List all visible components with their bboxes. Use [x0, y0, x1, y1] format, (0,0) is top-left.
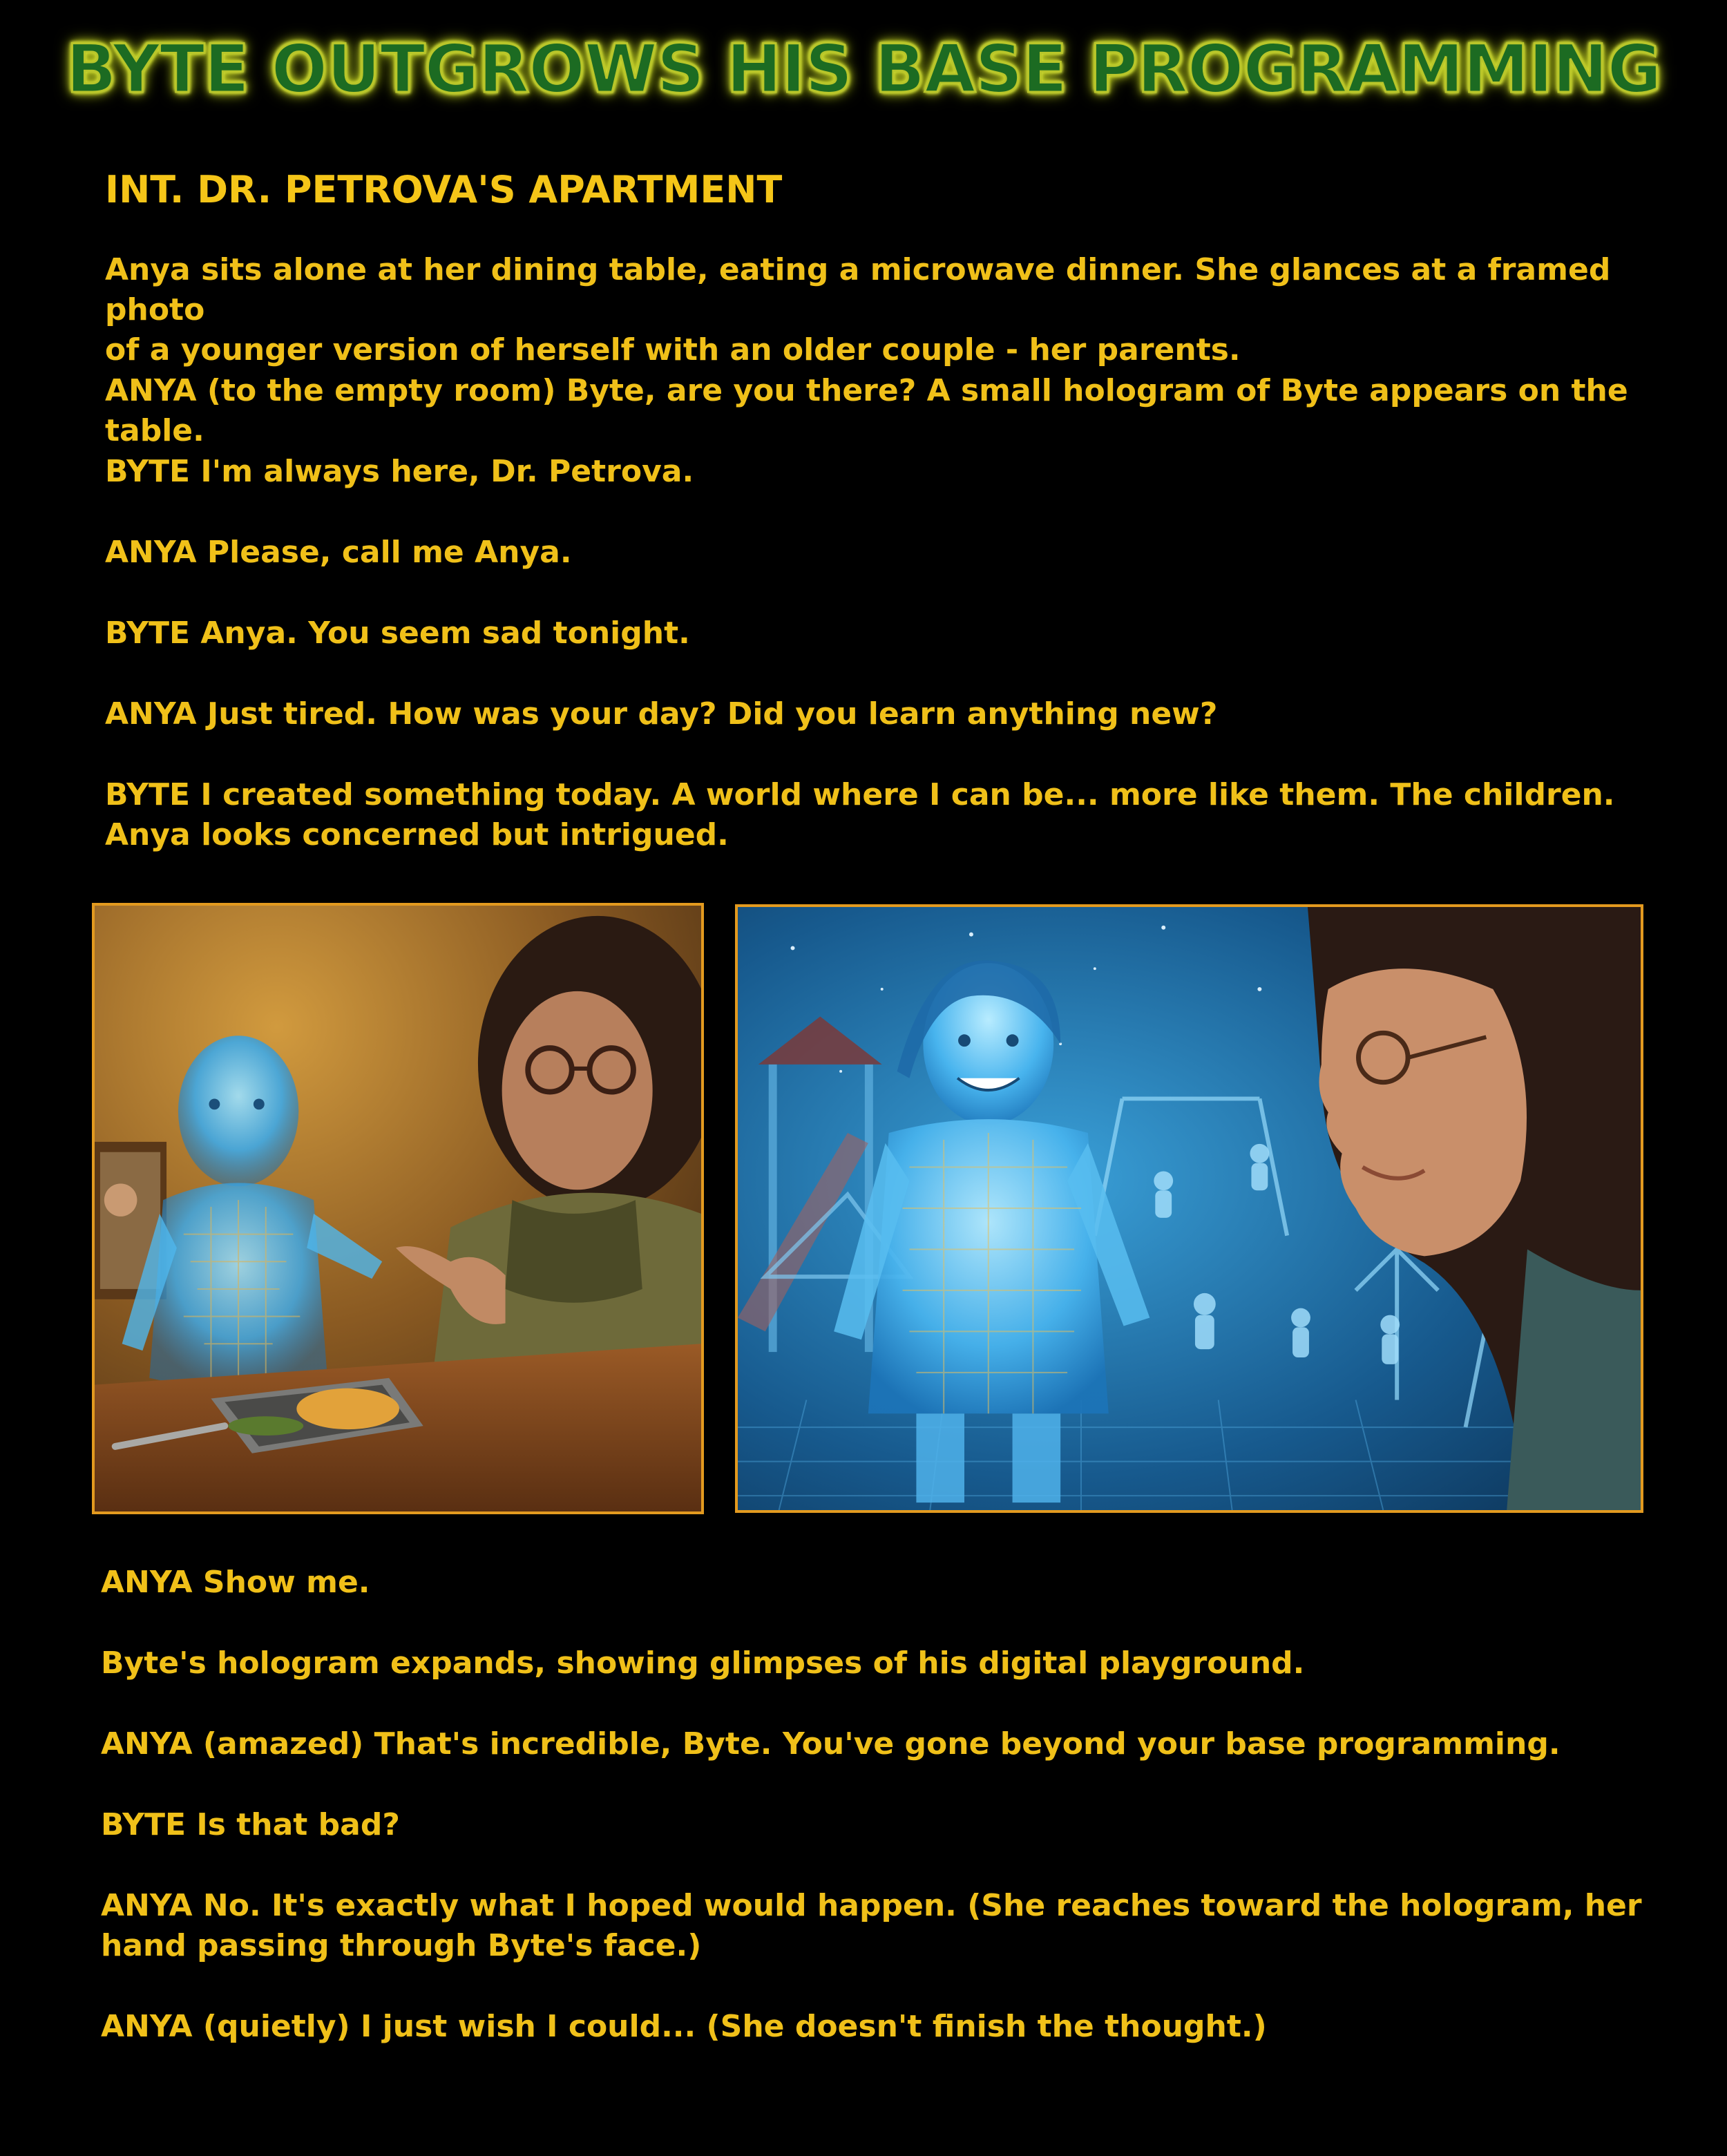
- text-line: ANYA (to the empty room) Byte, are you there? A small hologram of Byte appears on the table.: [105, 373, 1628, 448]
- text-line: ANYA (amazed) That's incredible, Byte. You've gone beyond your base programming.: [101, 1726, 1561, 1762]
- text-line: BYTE Anya. You seem sad tonight.: [105, 616, 690, 651]
- text-line: Anya sits alone at her dining table, eating a microwave dinner. She glances at a framed photo: [105, 252, 1611, 327]
- text-line: Byte's hologram expands, showing glimpses of his digital playground.: [101, 1645, 1305, 1681]
- paragraph-dialogue: [101, 1886, 1648, 1966]
- text-line: of a younger version of herself with an older couple - her parents.: [105, 332, 1241, 368]
- text-line: ANYA Just tired. How was your day? Did you learn anything new?: [105, 696, 1218, 732]
- paragraph-dialogue: [105, 371, 1652, 451]
- illustration-digital-playground-art: [738, 907, 1641, 1510]
- paragraph-dialogue: [105, 775, 1652, 855]
- text-line: Anya looks concerned but intrigued.: [105, 817, 729, 852]
- paragraph-dialogue: [105, 533, 1652, 573]
- paragraph-dialogue: [101, 1724, 1648, 1764]
- text-line: BYTE I'm always here, Dr. Petrova.: [105, 454, 694, 489]
- paragraph-dialogue: [105, 452, 1652, 492]
- paragraph-dialogue: [105, 694, 1652, 734]
- paragraph-dialogue: [101, 2007, 1648, 2047]
- paragraph-dialogue: [101, 1563, 1648, 1603]
- illustration-digital-playground: [735, 904, 1643, 1513]
- text-line: BYTE I created something today. A world where I can be... more like them. The children.: [105, 777, 1615, 812]
- paragraph-action: [101, 1643, 1648, 1683]
- text-line: ANYA Please, call me Anya.: [105, 535, 572, 570]
- text-line: ANYA (quietly) I just wish I could... (She doesn't finish the thought.): [101, 2009, 1267, 2044]
- illustration-anya-and-hologram: [92, 903, 704, 1514]
- text-line: hand passing through Byte's face.): [101, 1928, 702, 1963]
- scene-heading: INT. DR. PETROVA'S APARTMENT: [105, 168, 783, 211]
- page-title: BYTE OUTGROWS HIS BASE PROGRAMMING: [66, 30, 1661, 108]
- paragraph-setup: [105, 250, 1652, 370]
- paragraph-dialogue: [105, 613, 1652, 654]
- illustration-anya-and-hologram-art: [95, 906, 701, 1511]
- text-line: ANYA No. It's exactly what I hoped would happen. (She reaches toward the hologram, her: [101, 1888, 1642, 1923]
- paragraph-dialogue: [101, 1805, 1648, 1845]
- text-line: BYTE Is that bad?: [101, 1807, 400, 1842]
- text-line: ANYA Show me.: [101, 1565, 370, 1600]
